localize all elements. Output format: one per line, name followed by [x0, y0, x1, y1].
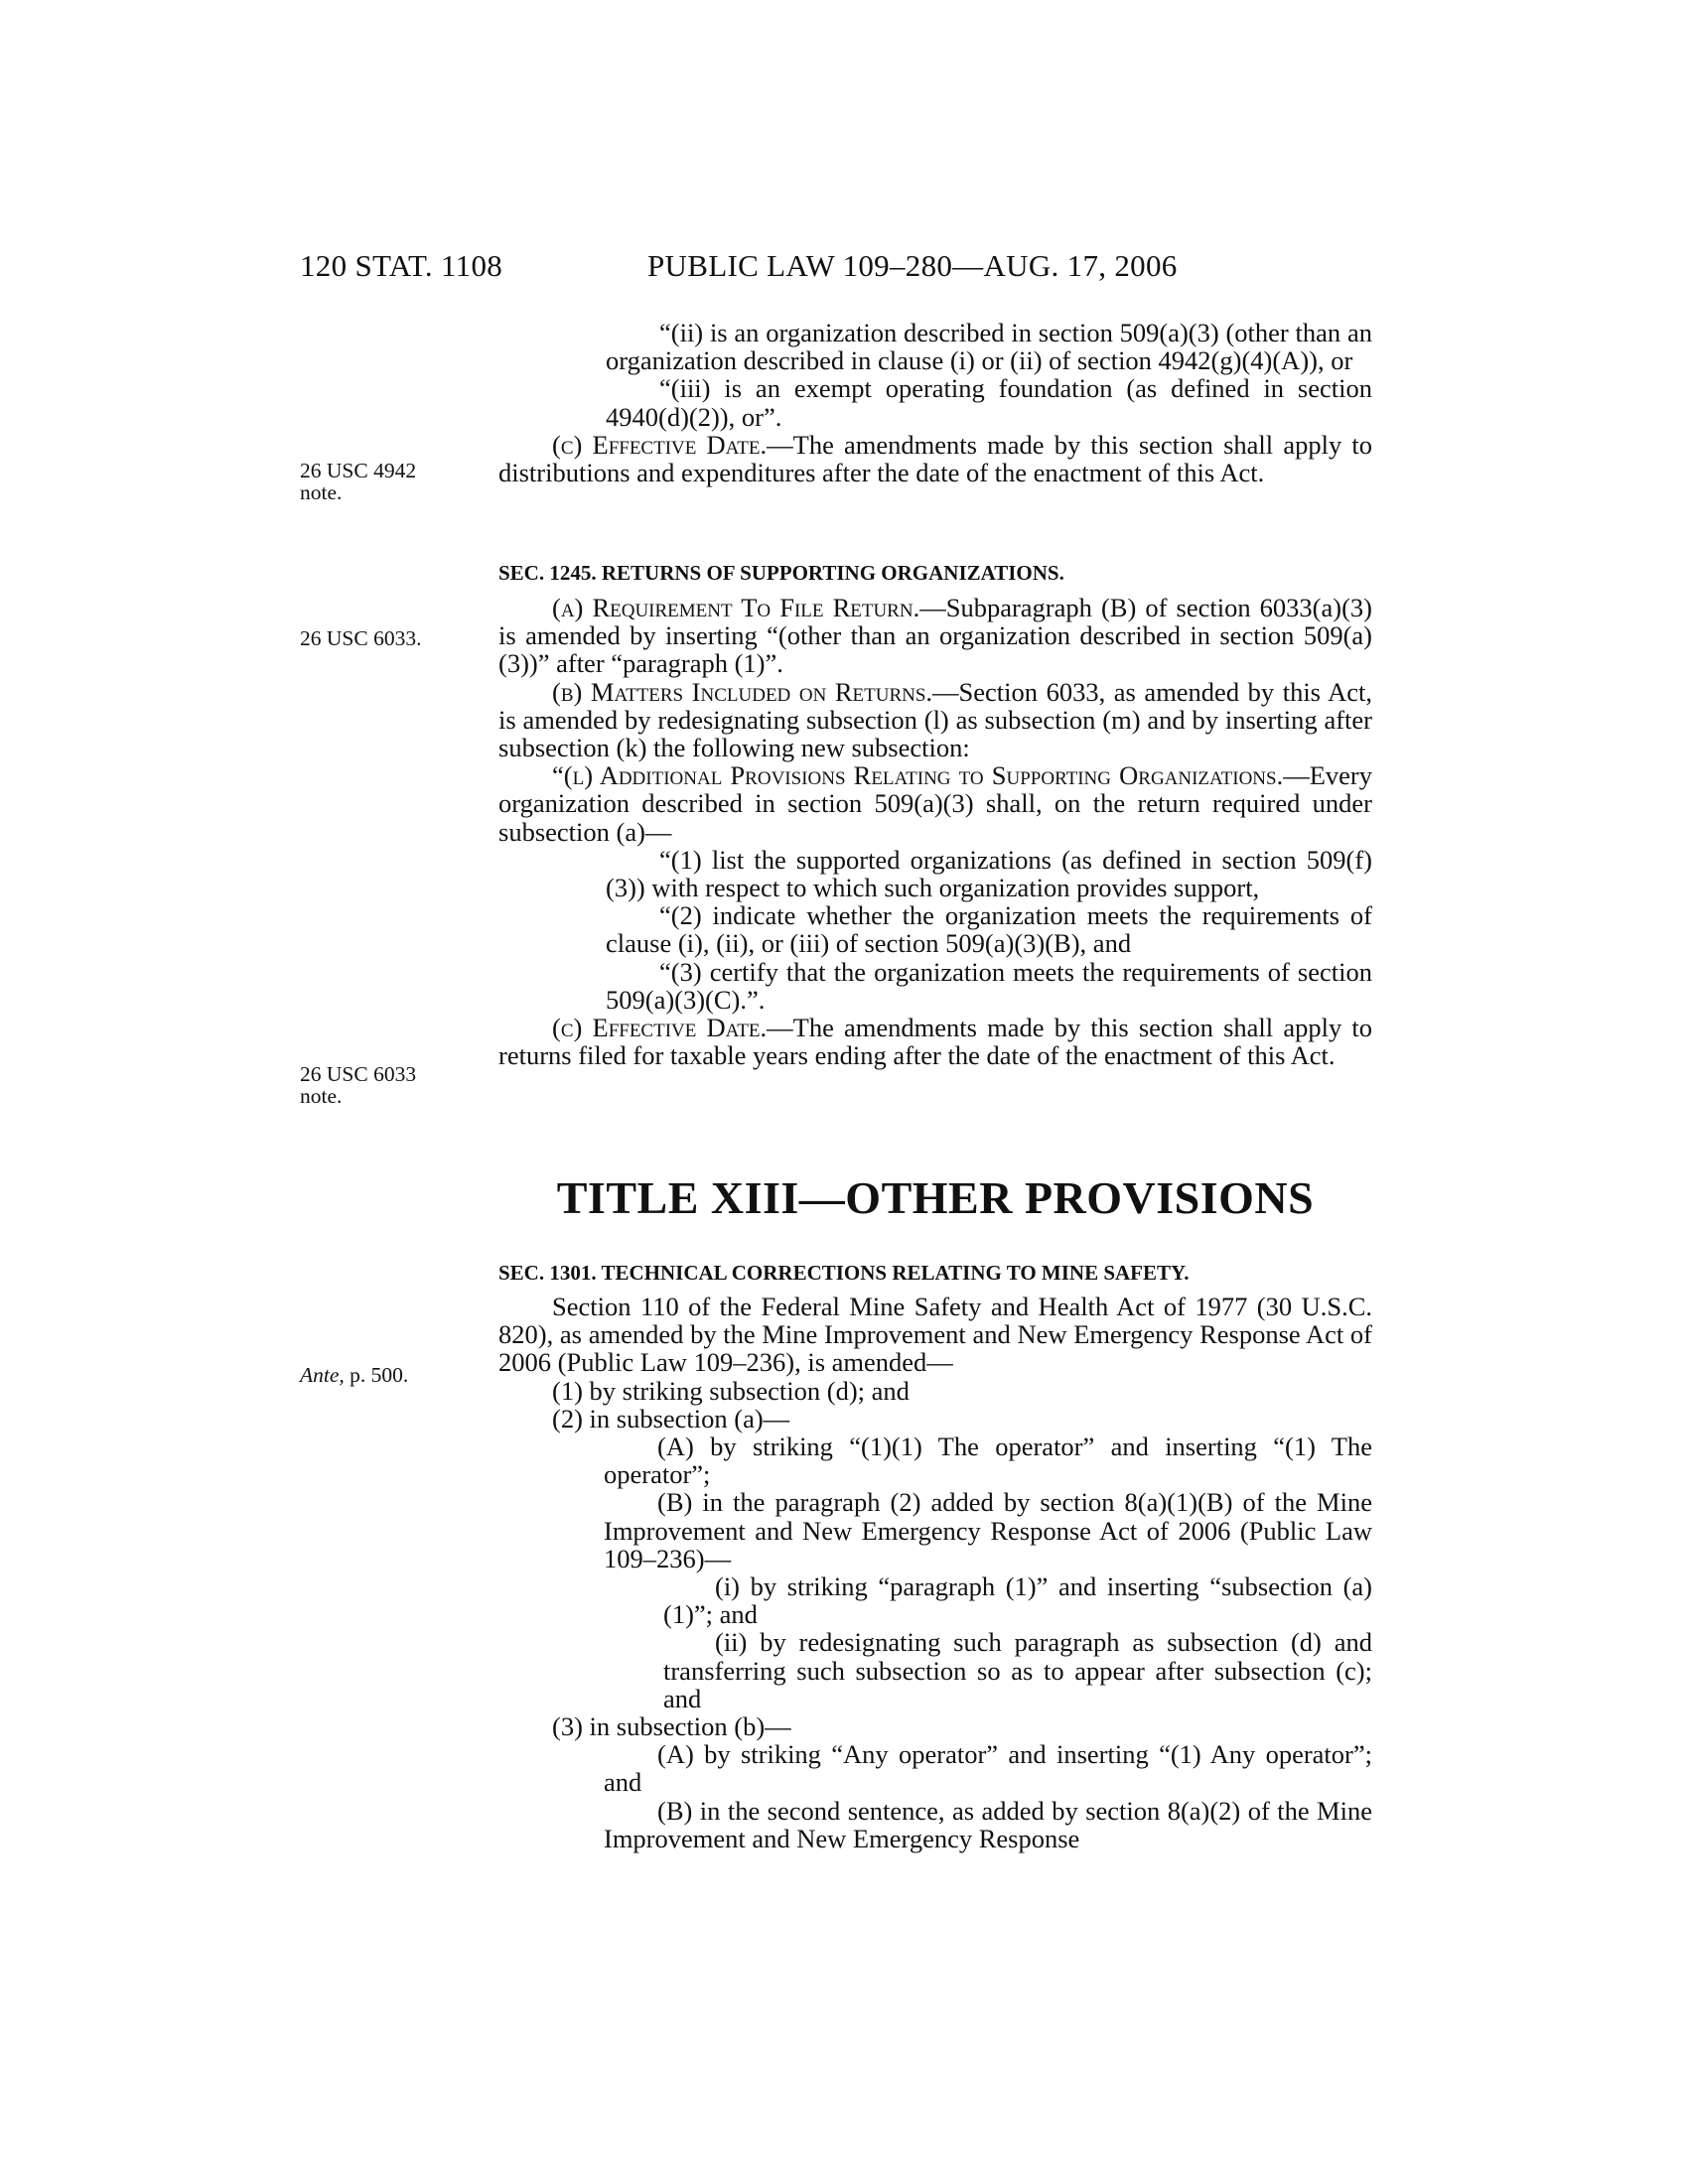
list-item: (ii) by redesignating such paragraph as subsection (d) and transferring such subsection so as to appear after subsection (c); and	[663, 1627, 1372, 1713]
margin-note-line: 26 USC 6033	[300, 1062, 417, 1086]
list-item: (1) by striking subsection (d); and	[552, 1375, 910, 1406]
section-1245-heading: SEC. 1245. RETURNS OF SUPPORTING ORGANIZATIONS.	[498, 561, 1064, 585]
margin-note-ante	[300, 1364, 408, 1386]
paragraph-text: —The amendments made by this section shall apply to distributions and expenditures after the date of the enactment of this Act.	[498, 429, 1372, 488]
paragraph-heading: (c) Effective Date.	[552, 429, 768, 460]
paragraph-text: —Every organization described in section 509(a)(3) shall, on the return required under subsection (a)—	[498, 760, 1372, 847]
margin-note-26usc6033-note	[300, 1063, 416, 1107]
subsection-c	[498, 1014, 1372, 1069]
list-item: “(1) list the supported organizations (as defined in section 509(f)(3)) with respect to which such organization provides support,	[606, 844, 1372, 903]
section-1245-body	[498, 594, 1372, 1069]
stat-page-number: 120 STAT. 1108	[300, 248, 503, 283]
effective-date-paragraph	[498, 431, 1372, 486]
subsection-l	[498, 761, 1372, 846]
clause-ii: “(ii) is an organization described in section 509(a)(3) (other than an organization described in clause (i) or (ii) of section 4942(g)(4)(A)), or	[606, 318, 1372, 376]
paragraph-heading: “(l) Additional Provisions Relating to Supporting Organizations.	[552, 760, 1284, 791]
paragraph-heading: (b) Matters Included on Returns.	[552, 676, 933, 707]
margin-note-line: note.	[300, 1084, 343, 1108]
margin-note-line: note.	[300, 480, 343, 504]
margin-note-ante-italic: Ante,	[300, 1363, 345, 1387]
list-item: “(3) certify that the organization meets the requirements of section 509(a)(3)(C).”.	[606, 956, 1372, 1015]
section-1301-intro: Section 110 of the Federal Mine Safety and Health Act of 1977 (30 U.S.C. 820), as amended by the Mine Improvement and New Emergency Response Act of 2006 (Public Law 109–236), is amended—	[498, 1292, 1372, 1378]
list-item: (i) by striking “paragraph (1)” and inserting “subsection (a)(1)”; and	[663, 1571, 1372, 1630]
paragraph-text: —Subparagraph (B) of section 6033(a)(3) is amended by inserting “(other than an organization described in section 509(a)(3))” after “paragraph (1)”.	[498, 593, 1372, 679]
paragraph-text: —Section 6033, as amended by this Act, is amended by redesignating subsection (l) as subsection (m) and by inserting after subsection (k) the following new subsection:	[498, 676, 1372, 763]
list-item: (B) in the paragraph (2) added by section 8(a)(1)(B) of the Mine Improvement and New Emergency Response Act of 2006 (Public Law 109–236)—	[604, 1487, 1372, 1573]
paragraph-heading: (a) Requirement To File Return.	[552, 593, 920, 622]
list-item: (2) in subsection (a)—	[552, 1403, 790, 1433]
margin-note-ante-page: p. 500.	[344, 1363, 409, 1387]
subsection-a	[498, 594, 1372, 678]
list-item: (A) by striking “Any operator” and inserting “(1) Any operator”; and	[604, 1739, 1372, 1798]
running-header-title: PUBLIC LAW 109–280—AUG. 17, 2006	[647, 248, 1178, 283]
margin-note-26usc4942	[300, 460, 416, 503]
list-item: (B) in the second sentence, as added by section 8(a)(2) of the Mine Improvement and New Emergency Response	[604, 1795, 1372, 1853]
margin-note-26usc6033: 26 USC 6033.	[300, 626, 422, 650]
list-item: “(2) indicate whether the organization meets the requirements of clause (i), (ii), or (iii) of section 509(a)(3)(B), and	[606, 900, 1372, 959]
title-xiii-heading: TITLE XIII—OTHER PROVISIONS	[556, 1172, 1315, 1223]
list-item: (3) in subsection (b)—	[552, 1711, 791, 1742]
section-1301-body	[498, 1293, 1372, 1852]
paragraph-text: —The amendments made by this section shall apply to returns filed for taxable years ending after the date of the enactment of this Act.	[498, 1013, 1372, 1071]
margin-note-line: 26 USC 4942	[300, 459, 417, 482]
list-item: (A) by striking “(1)(1) The operator” and inserting “(1) The operator”;	[604, 1432, 1372, 1490]
subsection-b	[498, 678, 1372, 762]
paragraph-heading: (c) Effective Date.	[552, 1013, 768, 1043]
clause-iii: “(iii) is an exempt operating foundation (as defined in section 4940(d)(2)), or”.	[606, 373, 1372, 432]
previous-section-continuation	[498, 319, 1372, 486]
section-1301-heading: SEC. 1301. TECHNICAL CORRECTIONS RELATING TO MINE SAFETY.	[498, 1261, 1190, 1285]
